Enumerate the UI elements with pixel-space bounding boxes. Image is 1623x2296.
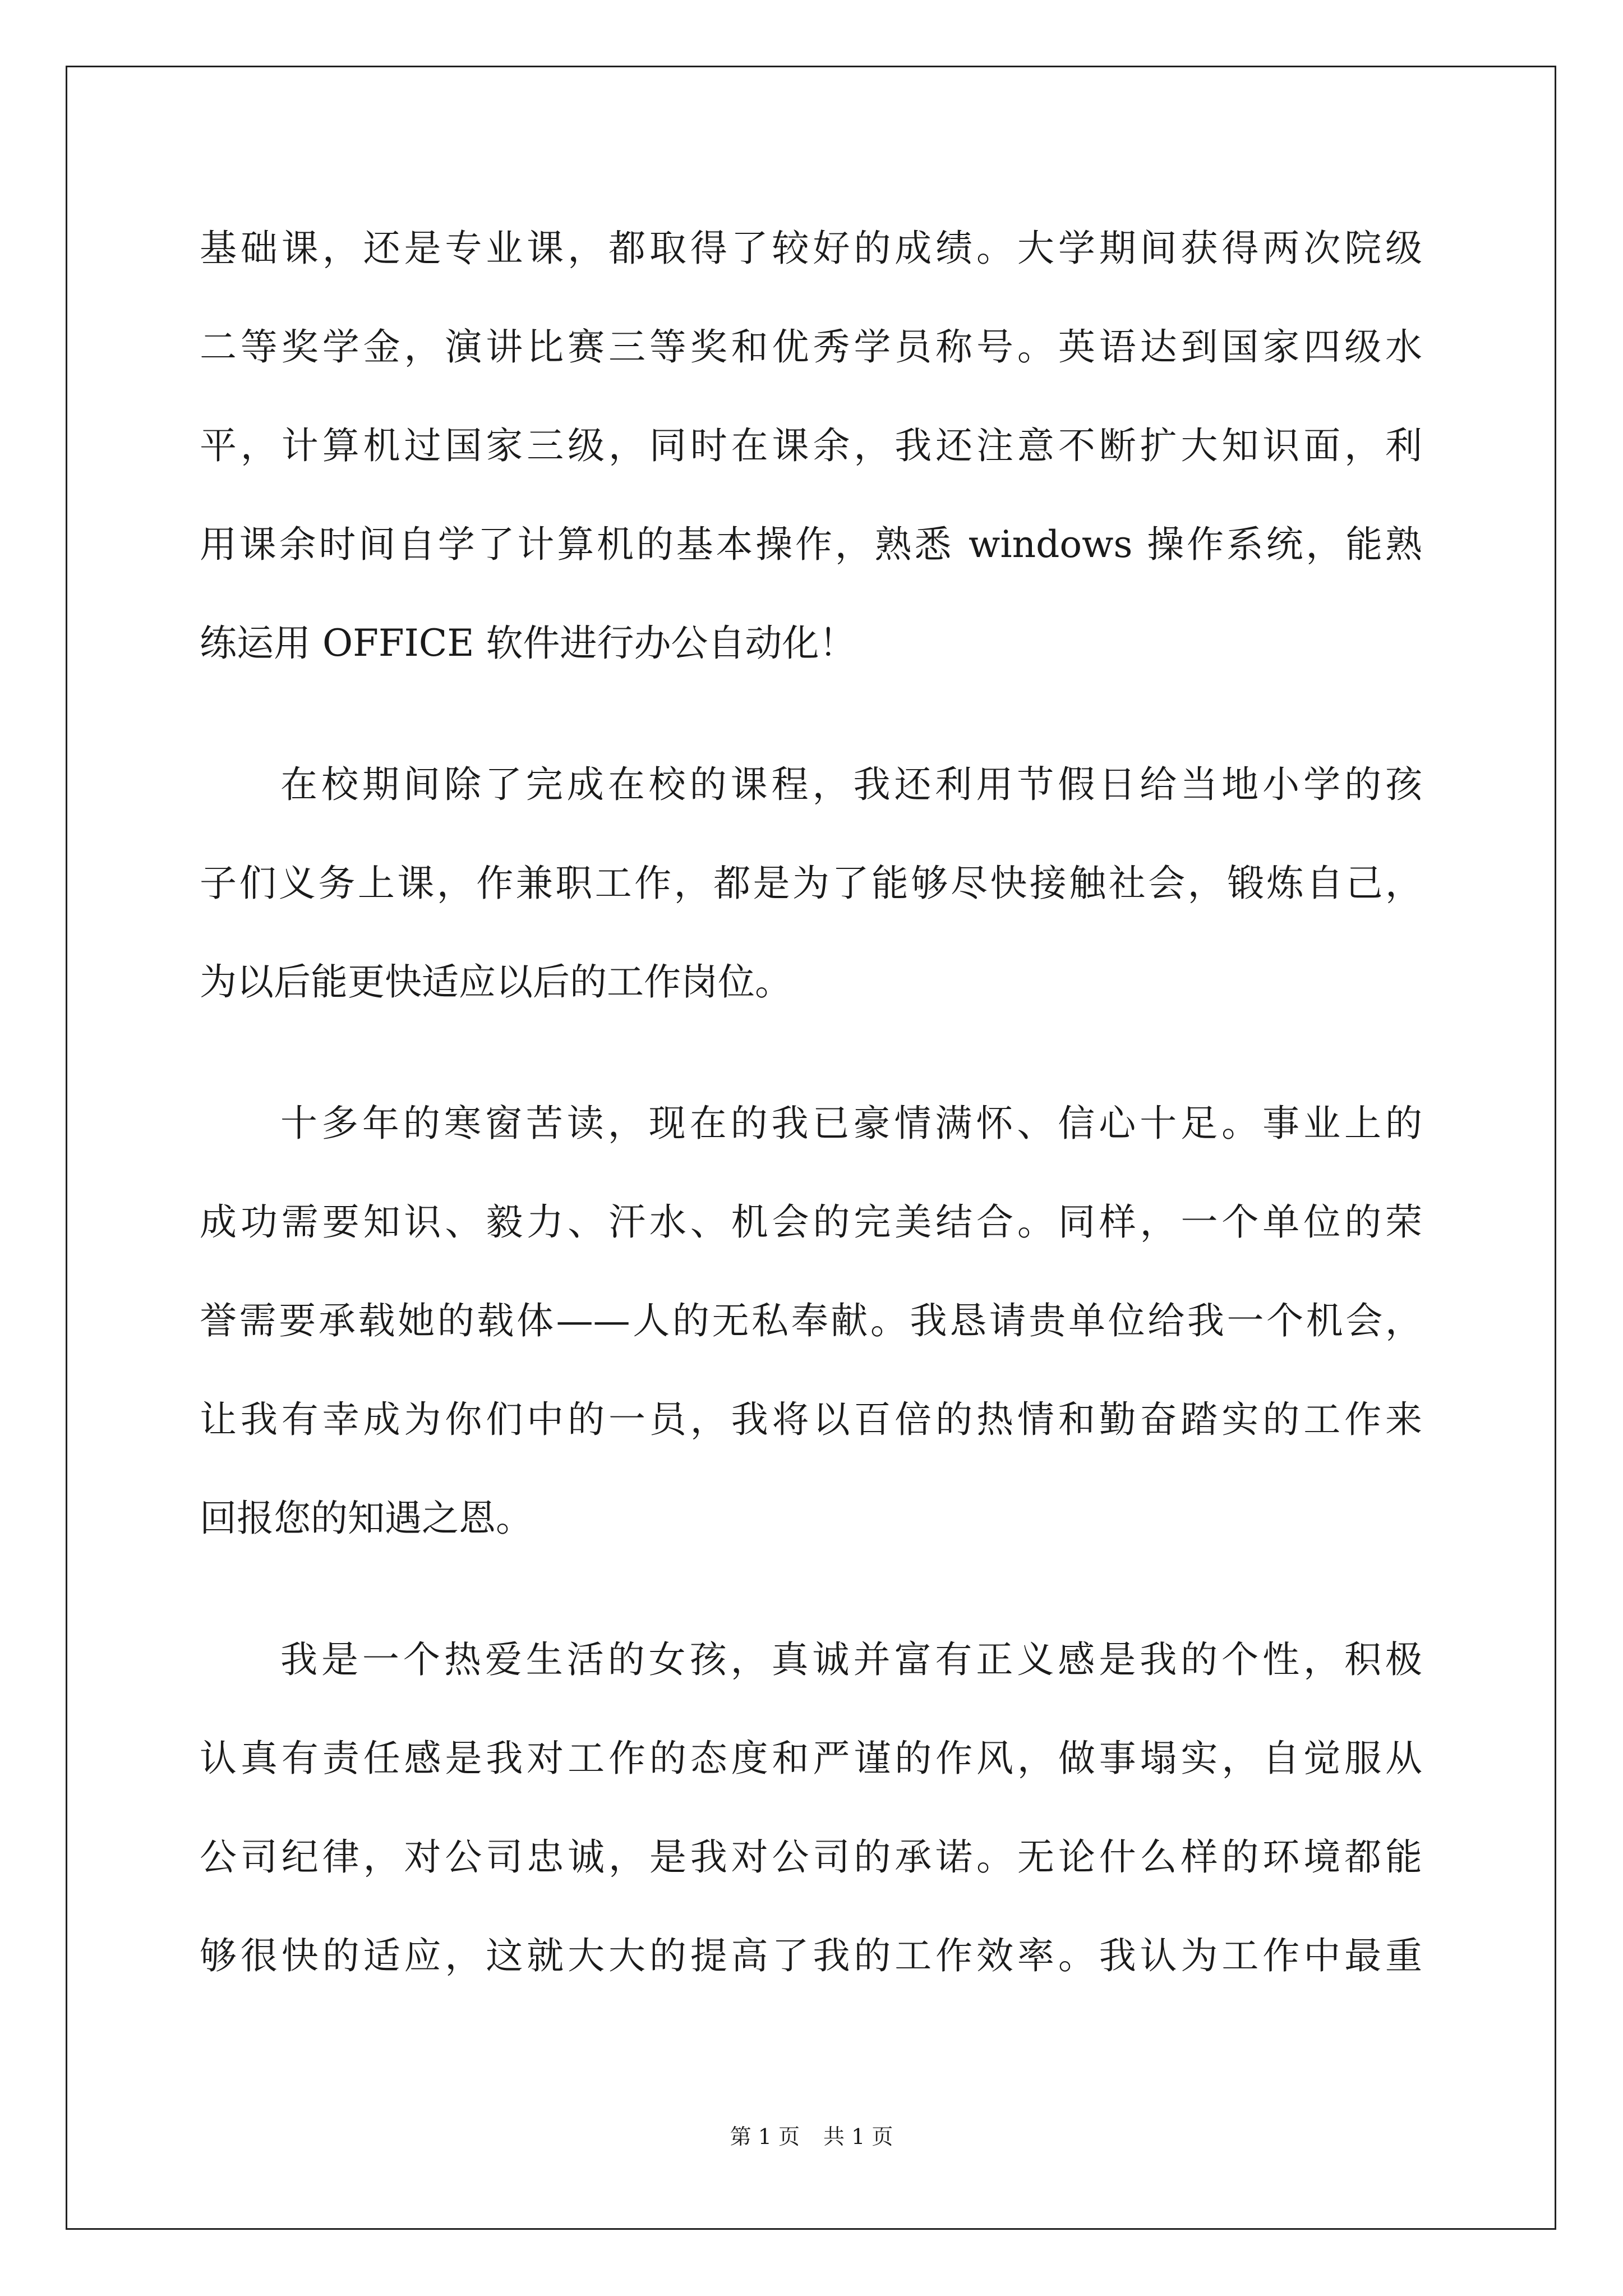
text-line: 基础课，还是专业课，都取得了较好的成绩。大学期间获得两次院级 [200, 227, 1422, 270]
paragraph-first-line: 在校期间除了完成在校的课程，我还利用节假日给当地小学的孩 [280, 763, 1422, 806]
text-line: 平，计算机过国家三级，同时在课余，我还注意不断扩大知识面，利 [200, 424, 1422, 467]
text-line: 认真有责任感是我对工作的态度和严谨的作风，做事塌实，自觉服从 [200, 1737, 1422, 1780]
text-line: 为以后能更快适应以后的工作岗位。 [200, 960, 792, 1004]
text-line: 誉需要承载她的载体——人的无私奉献。我恳请贵单位给我一个机会， [200, 1299, 1422, 1342]
text-line: 够很快的适应，这就大大的提高了我的工作效率。我认为工作中最重 [200, 1934, 1422, 1977]
text-line: 回报您的知遇之恩。 [200, 1497, 533, 1540]
text-line: 成功需要知识、毅力、汗水、机会的完美结合。同样，一个单位的荣 [200, 1200, 1422, 1244]
paragraph-first-line: 十多年的寒窗苦读，现在的我已豪情满怀、信心十足。事业上的 [280, 1102, 1422, 1145]
page-number: 第 1 页 [730, 2124, 800, 2149]
text-line: 公司纪律，对公司忠诚，是我对公司的承诺。无论什么样的环境都能 [200, 1835, 1422, 1879]
text-line: 子们义务上课，作兼职工作，都是为了能够尽快接触社会，锻炼自己， [200, 862, 1422, 905]
text-line: 让我有幸成为你们中的一员，我将以百倍的热情和勤奋踏实的工作来 [200, 1398, 1422, 1441]
text-line: 二等奖学金，演讲比赛三等奖和优秀学员称号。英语达到国家四级水 [200, 325, 1422, 369]
paragraph-first-line: 我是一个热爱生活的女孩，真诚并富有正义感是我的个性，积极 [280, 1638, 1422, 1681]
text-line: 练运用 OFFICE 软件进行办公自动化！ [200, 622, 856, 665]
text-line: 用课余时间自学了计算机的基本操作，熟悉 windows 操作系统，能熟 [200, 523, 1422, 566]
page-footer [0, 2123, 1623, 2151]
page-total: 共 1 页 [823, 2124, 893, 2149]
